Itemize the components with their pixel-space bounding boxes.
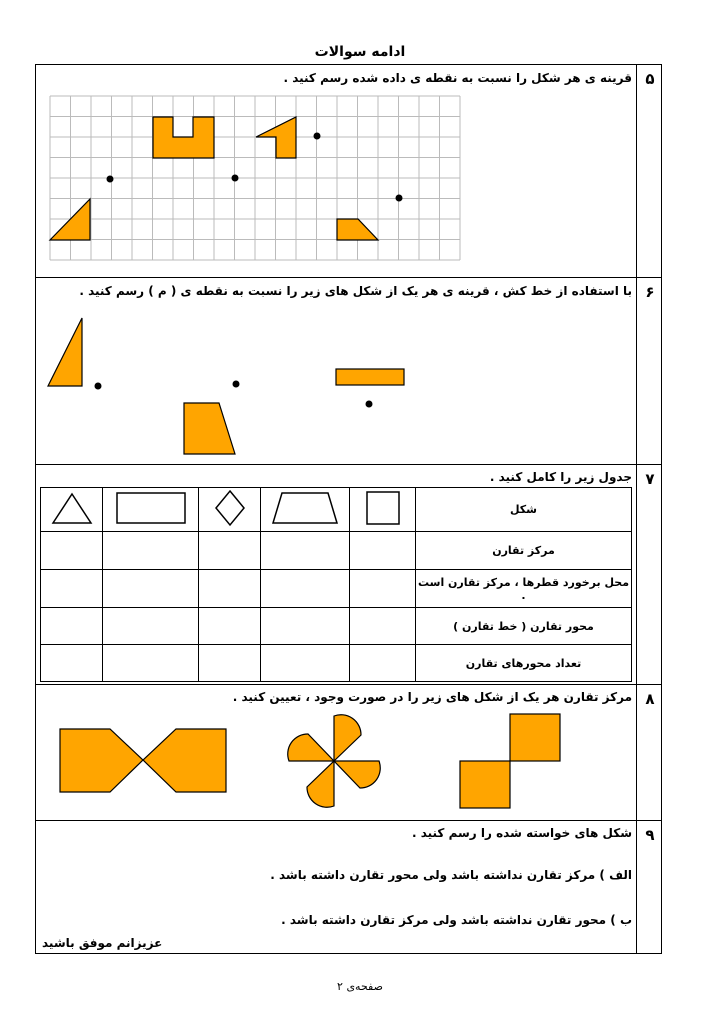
bowtie-shape: [60, 729, 226, 792]
question-number-8: ۸: [645, 690, 655, 708]
row-label: مرکز تقارن: [416, 532, 632, 570]
question-9-part-a: الف ) مرکز تقارن نداشته باشد ولی محور تقارن داشته باشد .: [270, 868, 632, 882]
row-label: محور تقارن ( خط تقارن ): [416, 608, 632, 645]
question-6-text: با استفاده از خط کش ، قرینه ی هر یک از شکل های زیر را نسبت به نقطه ی ( م ) رسم کنید .: [79, 284, 632, 298]
question-number-7: ۷: [645, 470, 655, 488]
question-5-text: قرینه ی هر شکل را نسبت به نقطه ی داده شده رسم کنید .: [283, 71, 632, 85]
row-label: محل برخورد قطرها ، مرکز تقارن است .: [416, 570, 632, 608]
question-number-6: ۶: [645, 283, 655, 301]
question-7-text: جدول زیر را کامل کنید .: [489, 470, 632, 484]
closing-note: عزیزانم موفق باشید: [42, 936, 163, 950]
row-label: تعداد محورهای تقارن: [416, 645, 632, 682]
page-header: ادامه سوالات: [314, 44, 406, 60]
question-number-5: ۵: [645, 70, 655, 88]
page-footer: صفحه‌ی ۲: [337, 980, 383, 993]
question-number-9: ۹: [645, 826, 655, 844]
question-9-text: شکل های خواسته شده را رسم کنید .: [411, 826, 632, 840]
two-squares-shape: [460, 714, 560, 808]
question-8-text: مرکز تقارن هر یک از شکل های زیر را در صورت وجود ، تعیین کنید .: [232, 690, 632, 704]
row-label: شکل: [416, 488, 632, 532]
question-9-part-b: ب ) محور تقارن نداشته باشد ولی مرکز تقارن داشته باشد .: [281, 913, 632, 927]
pinwheel-shape: [288, 715, 381, 808]
